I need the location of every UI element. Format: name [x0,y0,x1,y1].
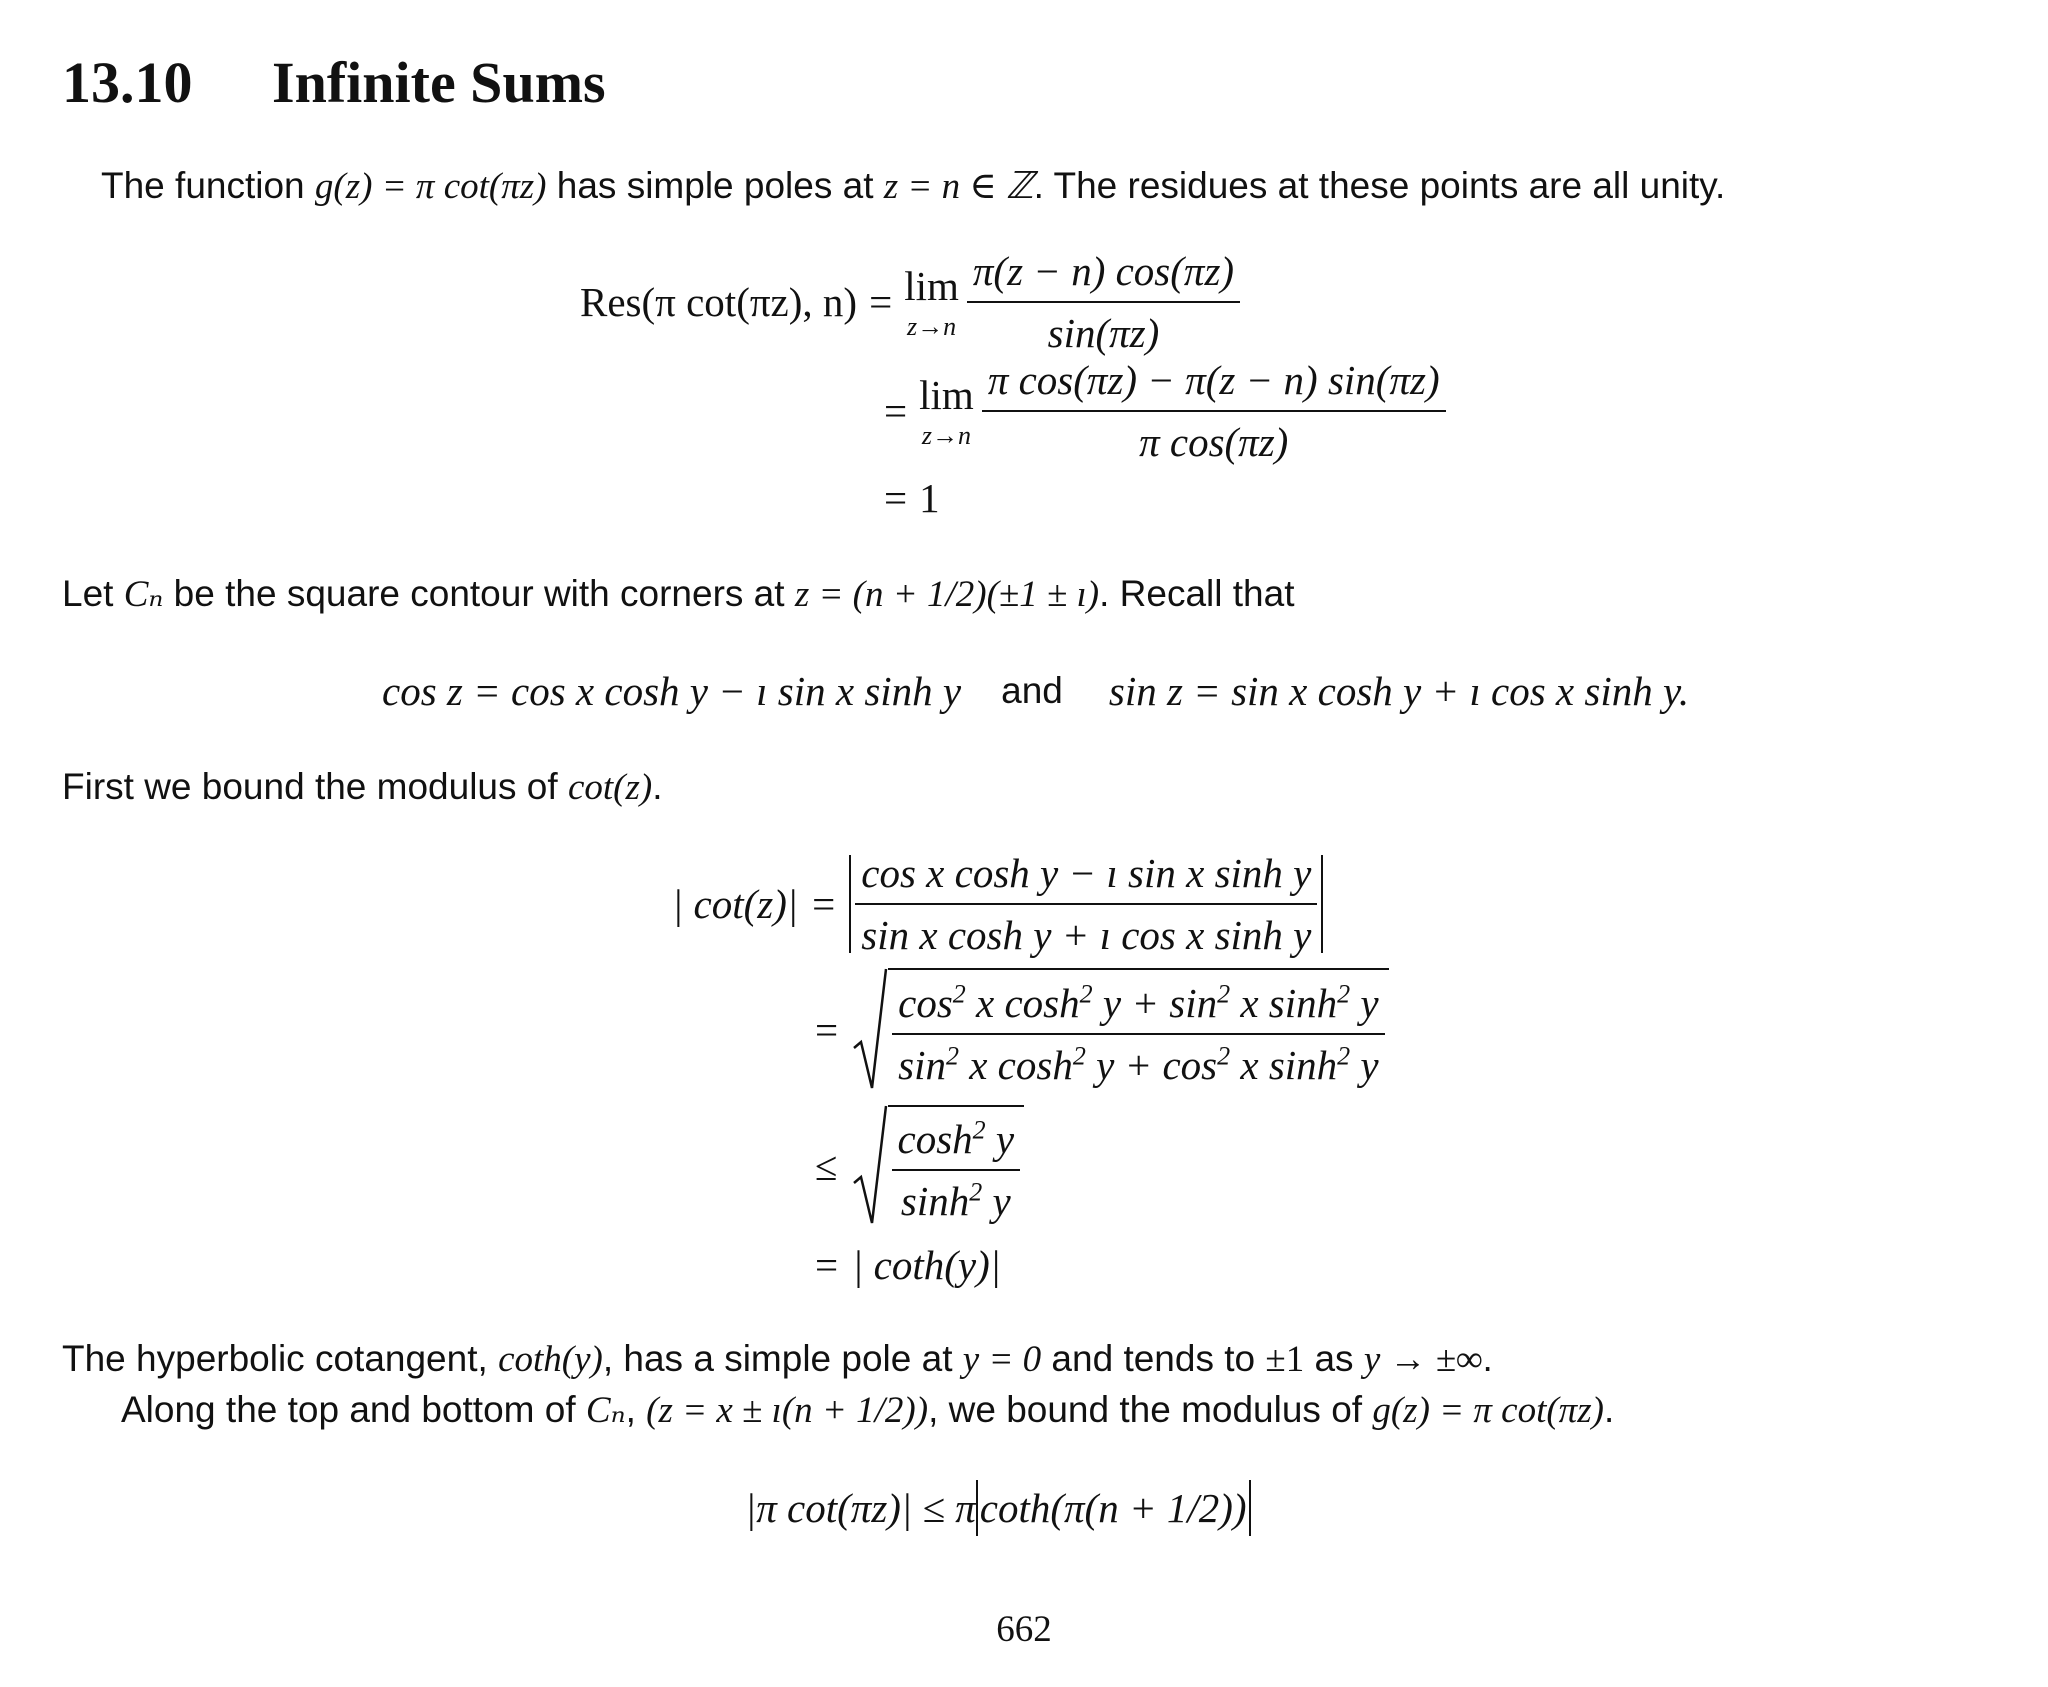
residue-eq-line2 [884,357,1446,465]
cot-bound-line4 [815,1240,1001,1290]
and-text: and [1001,670,1063,711]
numerator: $\cosh^2 y$ [892,1115,1021,1171]
text: . [1603,1389,1615,1430]
radicand [888,1105,1025,1227]
math-inline: Cₙ [123,574,164,615]
lim-sub: z→n [906,312,957,341]
text: and tends to [1041,1338,1266,1379]
cot-bound-line1 [672,852,1323,956]
text: be the square contour with corners at [163,573,795,614]
equals-sign: = [812,881,836,927]
lim-sub: z→n [921,421,972,450]
leq-sign: ≤ [815,1143,838,1189]
paragraph-coth [62,1340,1493,1378]
math-inline: cot(z) [567,767,653,808]
radical-sign [852,968,888,1092]
text: has simple poles at [546,165,884,206]
fraction [892,979,1385,1089]
result: 1 [919,475,940,521]
text: , we bound the modulus of [928,1389,1373,1430]
numerator: π(z − n) cos(πz) [967,247,1240,303]
math-inline: z = n ∈ ℤ [883,166,1034,207]
math-inline: y → ±∞ [1363,1339,1483,1380]
limit [904,262,959,342]
math-inline: ±1 [1265,1339,1305,1380]
text: Along the top and bottom of [121,1389,586,1430]
absolute-value [849,850,1323,958]
equals-sign: = [884,388,908,434]
denominator: π cos(πz) [1139,419,1289,465]
limit [919,371,974,451]
numerator: $\cos^2 x$ $\cosh^2 y + \sin^2 x$ $\sinh^2 y$ [892,979,1384,1035]
denominator: $\sinh^2 y$ [900,1177,1011,1224]
denominator: sin x cosh y + ı cos x sinh y [861,912,1312,958]
math-inline: (z = x ± ı(n + 1/2)) [646,1390,929,1431]
text: . Recall that [1099,573,1295,614]
cot-bound-line3 [815,1104,1024,1228]
equals-sign: = [869,279,893,325]
section-title [62,50,606,115]
section-title-text: Infinite Sums [272,50,606,115]
residue-lhs: Res(π cot(πz), n) [580,279,858,325]
bound-rhs: coth(π(n + 1/2)) [979,1485,1247,1531]
paragraph-bound [62,768,662,806]
fraction [892,1115,1021,1225]
paragraph-intro [101,167,1725,205]
text: . The residues at these points are all unity. [1033,165,1726,206]
cos-identity: cos z = cos x cosh y − ı sin x sinh y [382,668,962,714]
lim-text: lim [919,372,974,418]
math-inline: g(z) = π cot(πz) [314,166,547,207]
text: , has a simple pole at [602,1338,963,1379]
coth-bound [745,1478,1251,1538]
fraction [855,849,1317,959]
denominator: $\sin^2 x$ $\cosh^2 y + \cos^2 x$ $\sinh^2 y$ [898,1041,1379,1088]
bound-lhs: |π cot(πz)| ≤ π [745,1485,976,1531]
math-inline: y = 0 [962,1339,1042,1380]
fraction [982,356,1446,466]
square-root [852,1105,1025,1227]
equals-sign: = [884,475,908,521]
result: | coth(y)| [852,1242,1002,1288]
cot-lhs: | cot(z)| [672,881,799,927]
math-inline: z = (n + 1/2)(±1 ± ı) [794,574,1100,615]
radical-sign [852,1105,888,1227]
numerator: π cos(πz) − π(z − n) sin(πz) [982,356,1446,412]
text: . [1482,1338,1493,1379]
text: The hyperbolic cotangent, [62,1338,499,1379]
cot-bound-line2 [815,966,1389,1094]
sin-identity: sin z = sin x cosh y + ı cos x sinh y. [1108,668,1690,714]
text: The function [101,165,315,206]
numerator: cos x cosh y − ı sin x sinh y [855,849,1317,905]
text: . [652,766,663,807]
radicand [888,968,1389,1092]
text: as [1304,1338,1364,1379]
math-inline: Cₙ [585,1390,626,1431]
paragraph-contour [62,575,1294,613]
absolute-value [976,1480,1251,1536]
math-inline: coth(y) [498,1339,603,1380]
square-root [852,968,1389,1092]
lim-text: lim [904,263,959,309]
equals-sign: = [815,1242,839,1288]
math-inline: g(z) = π cot(πz) [1372,1390,1604,1431]
trig-identities [382,666,1689,716]
denominator: sin(πz) [1047,310,1160,356]
text: , [625,1389,647,1430]
residue-eq-line1 [580,248,1240,356]
text: First we bound the modulus of [62,766,568,807]
section-number: 13.10 [62,50,193,115]
residue-eq-line3 [884,474,940,522]
text: Let [62,573,124,614]
fraction [967,247,1240,357]
paragraph-top-bottom [121,1391,1614,1429]
page-number: 662 [996,1609,1052,1650]
equals-sign: = [815,1007,839,1053]
